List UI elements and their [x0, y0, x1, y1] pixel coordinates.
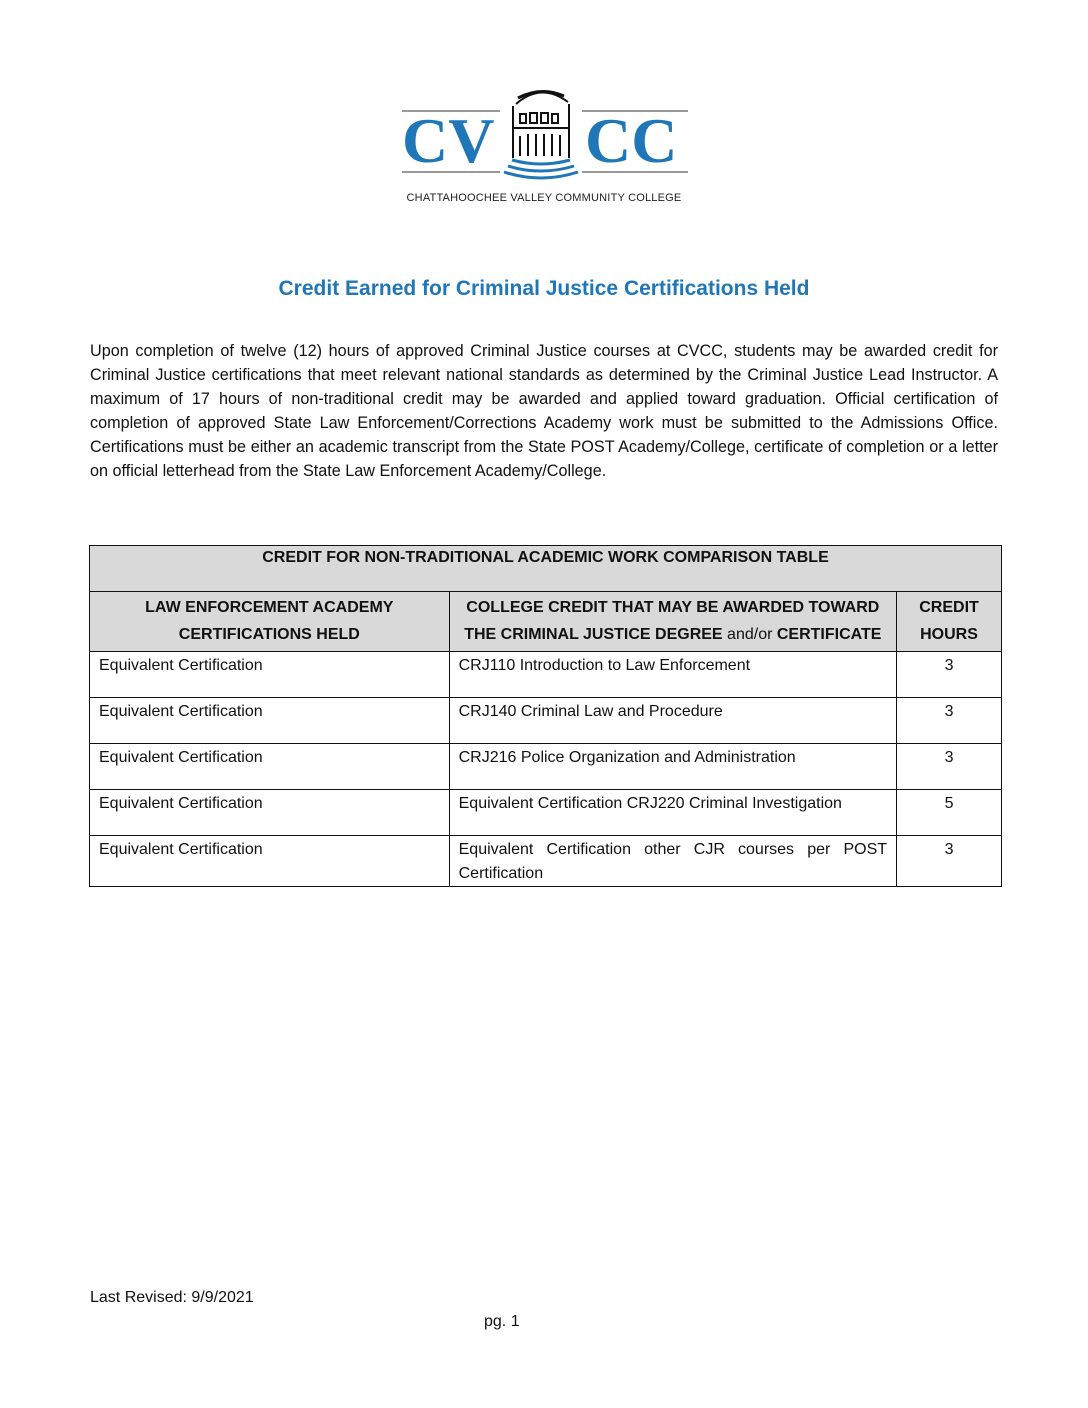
- logo-text-left: CV: [402, 105, 495, 176]
- credit-hours-cell: 3: [897, 836, 1002, 887]
- table-caption: CREDIT FOR NON-TRADITIONAL ACADEMIC WORK COMPARISON TABLE: [90, 546, 1002, 592]
- column-header-college-credit: [449, 592, 896, 652]
- column-header-credit-hours-line2: HOURS: [920, 626, 978, 643]
- course-cell: CRJ216 Police Organization and Administration: [449, 744, 896, 790]
- column-header-certifications-line1: LAW ENFORCEMENT ACADEMY: [145, 599, 394, 616]
- course-cell: CRJ110 Introduction to Law Enforcement: [449, 652, 896, 698]
- page-number: pg. 1: [484, 1313, 520, 1330]
- table-row: [90, 652, 1002, 698]
- course-cell: Equivalent Certification CRJ220 Criminal Investigation: [449, 790, 896, 836]
- column-header-credit-hours-line1: CREDIT: [919, 599, 979, 616]
- comparison-table-container: [89, 545, 1002, 887]
- column-header-college-credit-line1: COLLEGE CREDIT THAT MAY BE AWARDED TOWARD: [466, 599, 880, 616]
- rotunda-icon: [513, 91, 569, 158]
- logo-graphic: [396, 84, 692, 190]
- page-title: Credit Earned for Criminal Justice Certifications Held: [278, 277, 810, 300]
- table-caption-row: [90, 546, 1002, 592]
- column-header-college-credit-line2a: THE CRIMINAL JUSTICE DEGREE: [464, 626, 728, 643]
- course-cell: CRJ140 Criminal Law and Procedure: [449, 698, 896, 744]
- certification-cell: Equivalent Certification: [90, 790, 450, 836]
- certification-cell: Equivalent Certification: [90, 836, 450, 887]
- water-steps-icon: [504, 160, 578, 178]
- credit-hours-cell: 3: [897, 652, 1002, 698]
- column-header-college-credit-line2b: and/or: [727, 626, 773, 643]
- column-header-college-credit-line2c: CERTIFICATE: [772, 626, 882, 643]
- column-header-credit-hours: [897, 592, 1002, 652]
- last-revised-date: Last Revised: 9/9/2021: [90, 1289, 254, 1306]
- comparison-table: [89, 545, 1002, 887]
- table-header-row: [90, 592, 1002, 652]
- credit-hours-cell: 3: [897, 698, 1002, 744]
- intro-paragraph: Upon completion of twelve (12) hours of approved Criminal Justice courses at CVCC, students may be awarded credit for Criminal Justice certifications that meet relevant national standards as determined by the Criminal Justice Lead Instructor. A maximum of 17 hours of non-traditional credit may be awarded and applied toward graduation. Official certification of completion of approved State Law Enforcement/Corrections Academy work must be submitted to the Admissions Office. Certifications must be either an academic transcript from the State POST Academy/College, certificate of completion or a letter on official letterhead from the State Law Enforcement Academy/College.: [90, 342, 998, 480]
- credit-hours-cell: 5: [897, 790, 1002, 836]
- table-row: [90, 744, 1002, 790]
- certification-cell: Equivalent Certification: [90, 744, 450, 790]
- college-logo: [396, 84, 692, 210]
- credit-hours-cell: 3: [897, 744, 1002, 790]
- certification-cell: Equivalent Certification: [90, 652, 450, 698]
- column-header-certifications-line2: CERTIFICATIONS HELD: [178, 626, 360, 643]
- logo-text-right: CC: [585, 105, 678, 176]
- table-row: [90, 698, 1002, 744]
- logo-subtitle: CHATTAHOOCHEE VALLEY COMMUNITY COLLEGE: [406, 192, 682, 204]
- course-cell: Equivalent Certification other CJR courses per POST Certification: [449, 836, 896, 887]
- certification-cell: Equivalent Certification: [90, 698, 450, 744]
- table-row: [90, 790, 1002, 836]
- table-row: [90, 836, 1002, 887]
- column-header-certifications: [90, 592, 450, 652]
